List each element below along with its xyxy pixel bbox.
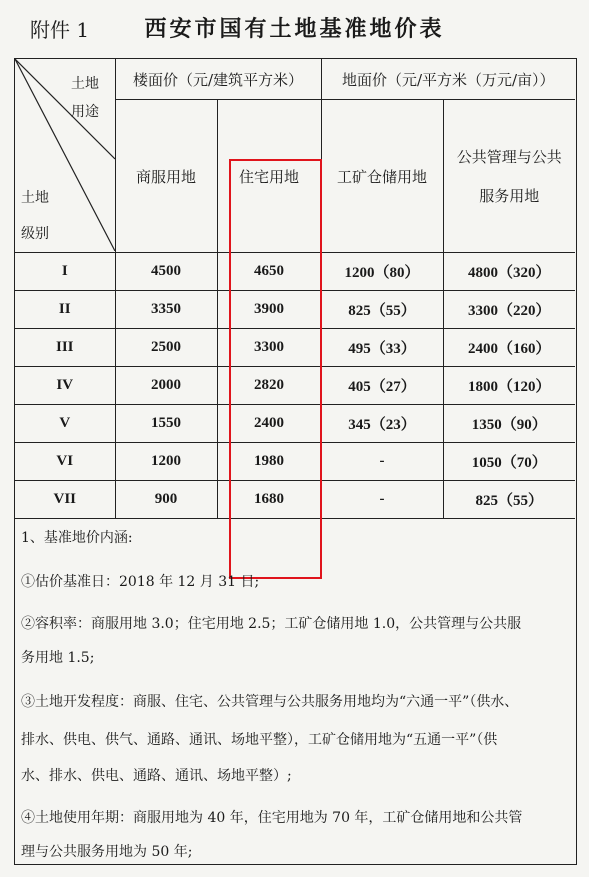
industrial-cell: -	[321, 443, 443, 481]
table-row	[15, 443, 575, 481]
residential-cell: 1680	[217, 481, 321, 519]
public-service-header-line-1: 公共管理与公共	[456, 148, 562, 166]
level-cell: V	[15, 405, 115, 443]
corner-label-grade: 级别	[21, 226, 49, 242]
note-line: ②容积率：商服用地 3.0；住宅用地 2.5；工矿仓储用地 1.0，公共管理与公共服	[21, 616, 522, 632]
note-line: 水、排水、供电、通路、通讯、场地平整）;	[21, 768, 292, 784]
table-row	[15, 481, 575, 519]
note-line: 1、基准地价内涵:	[21, 530, 133, 546]
level-cell: VII	[15, 481, 115, 519]
public-cell: 1350（90）	[443, 405, 575, 443]
commercial-cell: 2500	[115, 329, 217, 367]
public-cell: 1800（120）	[443, 367, 575, 405]
commercial-cell: 3350	[115, 291, 217, 329]
residential-cell: 4650	[217, 253, 321, 291]
public-service-header-line-2: 服务用地	[479, 187, 540, 205]
corner-label-land-2: 土地	[21, 190, 49, 206]
industrial-cell: -	[321, 481, 443, 519]
table-row	[15, 405, 575, 443]
table-row	[15, 291, 575, 329]
level-cell: II	[15, 291, 115, 329]
public-cell: 3300（220）	[443, 291, 575, 329]
land-price-table	[15, 59, 575, 519]
document-header	[0, 0, 589, 60]
price-sheet	[14, 58, 577, 865]
attachment-label: 附件 1	[30, 18, 90, 42]
commercial-cell: 2000	[115, 367, 217, 405]
corner-header-cell	[15, 59, 115, 253]
note-line: ③土地开发程度：商服、住宅、公共管理与公共服务用地均为“六通一平”（供水、	[21, 694, 519, 710]
table-row	[15, 367, 575, 405]
industrial-cell: 1200（80）	[321, 253, 443, 291]
residential-cell: 3900	[217, 291, 321, 329]
public-service-column-header	[443, 100, 575, 253]
note-line: ①估价基准日：2018 年 12 月 31 日;	[21, 574, 260, 590]
commercial-cell: 900	[115, 481, 217, 519]
land-price-header: 地面价（元/平方米（万元/亩））	[321, 59, 575, 100]
level-cell: I	[15, 253, 115, 291]
corner-label-use: 用途	[71, 104, 99, 120]
residential-cell: 2400	[217, 405, 321, 443]
residential-cell: 1980	[217, 443, 321, 481]
industrial-cell: 495（33）	[321, 329, 443, 367]
public-cell: 825（55）	[443, 481, 575, 519]
level-cell: VI	[15, 443, 115, 481]
table-row	[15, 253, 575, 291]
residential-cell: 3300	[217, 329, 321, 367]
residential-cell: 2820	[217, 367, 321, 405]
residential-column-header: 住宅用地	[217, 100, 321, 253]
industrial-column-header: 工矿仓储用地	[321, 100, 443, 253]
public-cell: 2400（160）	[443, 329, 575, 367]
commercial-cell: 4500	[115, 253, 217, 291]
commercial-cell: 1550	[115, 405, 217, 443]
note-line: 理与公共服务用地为 50 年;	[21, 844, 193, 860]
note-line: ④土地使用年期：商服用地为 40 年，住宅用地为 70 年，工矿仓储用地和公共管	[21, 810, 523, 826]
level-cell: III	[15, 329, 115, 367]
document-title: 西安市国有土地基准地价表	[144, 16, 445, 42]
price-rows	[15, 253, 575, 519]
public-cell: 4800（320）	[443, 253, 575, 291]
public-cell: 1050（70）	[443, 443, 575, 481]
corner-label-land: 土地	[71, 76, 99, 92]
group-header-row	[15, 59, 575, 100]
industrial-cell: 825（55）	[321, 291, 443, 329]
floor-price-header: 楼面价（元/建筑平方米）	[115, 59, 321, 100]
note-line: 务用地 1.5;	[21, 650, 95, 666]
level-cell: IV	[15, 367, 115, 405]
industrial-cell: 345（23）	[321, 405, 443, 443]
commercial-column-header: 商服用地	[115, 100, 217, 253]
commercial-cell: 1200	[115, 443, 217, 481]
industrial-cell: 405（27）	[321, 367, 443, 405]
note-line: 排水、供电、供气、通路、通讯、场地平整），工矿仓储用地为“五通一平”（供	[21, 732, 498, 748]
table-row	[15, 329, 575, 367]
